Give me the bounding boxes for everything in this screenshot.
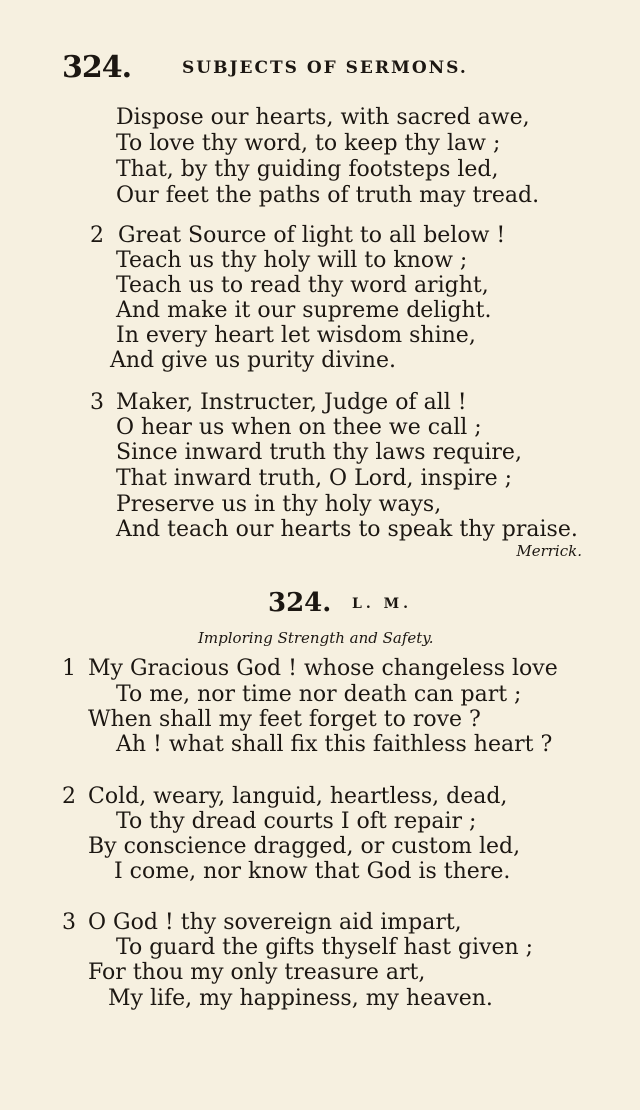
verse-line: To love thy word, to keep thy law ; <box>116 131 501 156</box>
verse-line: Great Source of light to all below ! <box>118 223 506 248</box>
hymn-meter: L. M. <box>352 596 412 612</box>
verse-line: I come, nor know that God is there. <box>114 859 511 884</box>
verse-line: Maker, Instructer, Judge of all ! <box>116 390 467 415</box>
stanza-number: 2 <box>62 784 76 809</box>
verse-line: O hear us when on thee we call ; <box>116 415 482 440</box>
verse-line: Teach us thy holy will to know ; <box>116 248 468 273</box>
verse-line: That, by thy guiding footsteps led, <box>116 157 499 182</box>
verse-line: O God ! thy sovereign aid impart, <box>88 910 462 935</box>
attribution: Merrick. <box>516 542 582 560</box>
verse-line: Preserve us in thy holy ways, <box>116 492 442 517</box>
hymn-title: Imploring Strength and Safety. <box>198 629 434 647</box>
page-number: 324. <box>62 50 132 85</box>
verse-line: To me, nor time nor death can part ; <box>116 682 522 707</box>
verse-line: When shall my feet forget to rove ? <box>88 707 481 732</box>
verse-line: For thou my only treasure art, <box>88 960 426 985</box>
stanza-number: 2 <box>90 223 104 248</box>
verse-line: Teach us to read thy word aright, <box>116 273 489 298</box>
verse-line: That inward truth, O Lord, inspire ; <box>116 466 513 491</box>
verse-line: Dispose our hearts, with sacred awe, <box>116 105 530 130</box>
hymn-number: 324. <box>268 588 332 618</box>
verse-line: To guard the gifts thyself hast given ; <box>116 935 534 960</box>
verse-line: Our feet the paths of truth may tread. <box>116 183 540 208</box>
verse-line: Since inward truth thy laws require, <box>116 440 522 465</box>
stanza-number: 1 <box>62 656 76 681</box>
verse-line: Ah ! what shall fix this faithless heart ? <box>116 732 553 757</box>
stanza-number: 3 <box>62 910 76 935</box>
verse-line: My life, my happiness, my heaven. <box>108 986 493 1011</box>
verse-line: In every heart let wisdom shine, <box>116 323 476 348</box>
verse-line: By conscience dragged, or custom led, <box>88 834 521 859</box>
running-title: SUBJECTS OF SERMONS. <box>182 58 468 78</box>
verse-line: My Gracious God ! whose changeless love <box>88 656 558 681</box>
verse-line: Cold, weary, languid, heartless, dead, <box>88 784 508 809</box>
verse-line: And teach our hearts to speak thy praise. <box>116 517 578 542</box>
verse-line: And make it our supreme delight. <box>116 298 492 323</box>
verse-line: To thy dread courts I oft repair ; <box>116 809 477 834</box>
verse-line: And give us purity divine. <box>110 348 396 373</box>
stanza-number: 3 <box>90 390 104 415</box>
